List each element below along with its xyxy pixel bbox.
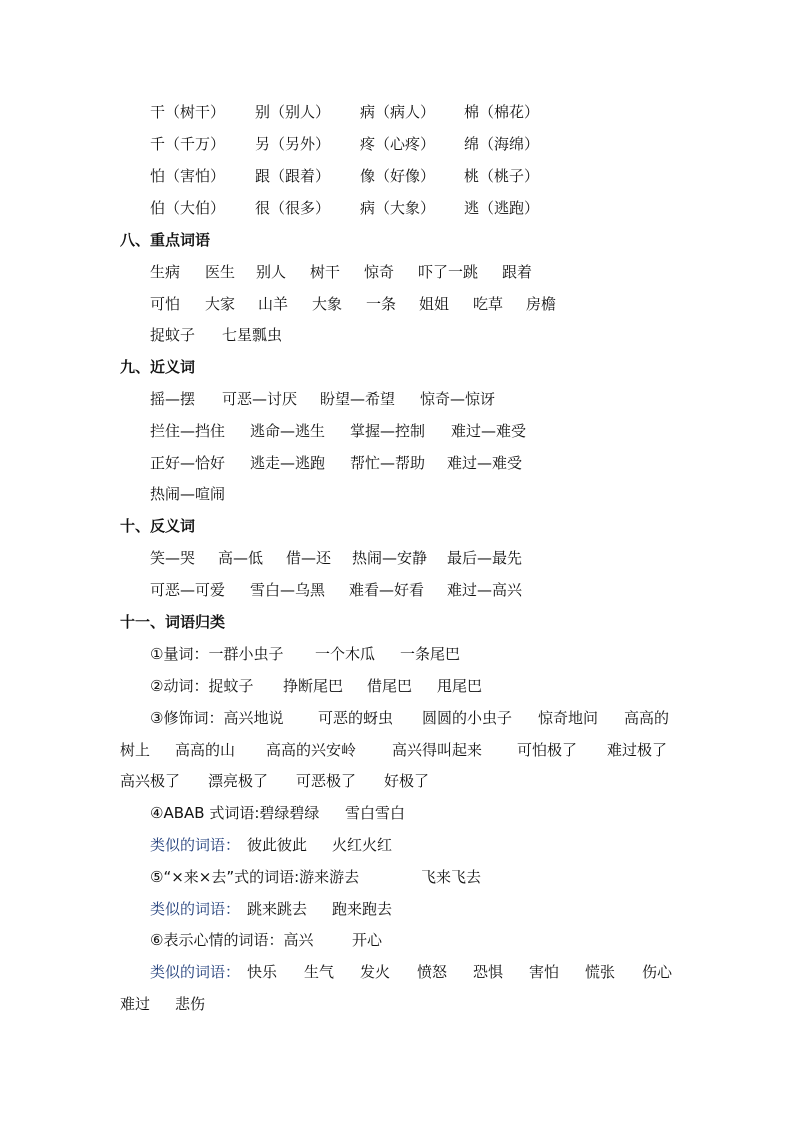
section-title: 十、反义词 (120, 517, 196, 535)
word: 七星瓢虫 (222, 326, 283, 344)
word-pair: 难过—难受 (447, 454, 523, 472)
word: 可怕极了 (517, 741, 578, 759)
word-pair: 惊奇—惊讶 (420, 390, 496, 408)
word: 飞来飞去 (421, 868, 482, 886)
category-text: ①量词：一群小虫子 (150, 645, 284, 663)
char-pair: 别（别人） (255, 103, 331, 121)
word-pair: 热闹—安静 (352, 549, 428, 567)
section-title: 九、近义词 (120, 358, 196, 376)
word: 跟着 (502, 263, 533, 281)
word: 发火 (360, 963, 391, 981)
char-pair: 伯（大伯） (150, 199, 226, 217)
word: 大家 (205, 295, 236, 313)
word: 高高的兴安岭 (266, 741, 357, 759)
word-pair: 逃命—逃生 (250, 422, 326, 440)
word-pair: 拦住—挡住 (150, 422, 226, 440)
char-pair: 像（好像） (360, 167, 436, 185)
word: 高兴极了 (120, 772, 181, 790)
word: 借尾巴 (367, 677, 413, 695)
char-pair: 干（树干） (150, 103, 226, 121)
char-pair: 绵（海绵） (464, 135, 540, 153)
word: 树上 (120, 741, 151, 759)
char-pair: 另（另外） (255, 135, 331, 153)
word-pair: 难看—好看 (349, 581, 425, 599)
word: 别人 (256, 263, 287, 281)
word-pair: 高—低 (218, 549, 264, 567)
word: 难过极了 (607, 741, 668, 759)
word: 害怕 (529, 963, 560, 981)
word: 开心 (352, 931, 383, 949)
word-pair: 热闹—喧闹 (150, 485, 226, 503)
word: 甩尾巴 (437, 677, 483, 695)
char-pair: 逃（逃跑） (464, 199, 540, 217)
word: 愤怒 (417, 963, 448, 981)
word: 生病 (150, 263, 181, 281)
word: 房檐 (526, 295, 557, 313)
word-pair: 掌握—控制 (350, 422, 426, 440)
word: 彼此彼此 (247, 836, 308, 854)
word: 跑来跑去 (332, 900, 393, 918)
word: 高高的山 (175, 741, 236, 759)
char-pair: 怕（害怕） (150, 167, 226, 185)
word: 山羊 (258, 295, 289, 313)
word: 惊奇地问 (538, 709, 599, 727)
word: 可恶的蚜虫 (318, 709, 394, 727)
char-pair: 很（很多） (255, 199, 331, 217)
word: 可怕 (150, 295, 181, 313)
word: 高高的 (624, 709, 670, 727)
word-pair: 雪白—乌黑 (250, 581, 326, 599)
char-pair: 跟（跟着） (255, 167, 331, 185)
word: 挣断尾巴 (283, 677, 344, 695)
word: 圆圆的小虫子 (422, 709, 513, 727)
word-pair: 正好—恰好 (150, 454, 226, 472)
word: 吃草 (473, 295, 504, 313)
word: 生气 (304, 963, 335, 981)
similar-label: 类似的词语： (150, 900, 241, 918)
category-text: ⑥表示心情的词语：高兴 (150, 931, 314, 949)
word: 悲伤 (175, 995, 206, 1013)
word: 漂亮极了 (208, 772, 269, 790)
word-pair: 难过—高兴 (447, 581, 523, 599)
char-pair: 桃（桃子） (464, 167, 540, 185)
word-pair: 笑—哭 (150, 549, 196, 567)
word: 火红火红 (332, 836, 393, 854)
category-text: ③修饰词：高兴地说 (150, 709, 284, 727)
word: 伤心 (642, 963, 673, 981)
word-pair: 借—还 (286, 549, 332, 567)
word-pair: 可恶—讨厌 (222, 390, 298, 408)
word-pair: 可恶—可爱 (150, 581, 226, 599)
word: 大象 (312, 295, 343, 313)
word: 难过 (120, 995, 151, 1013)
word: 捉蚊子 (150, 326, 196, 344)
word: 医生 (205, 263, 236, 281)
word: 吓了一跳 (418, 263, 479, 281)
word: 一条 (366, 295, 397, 313)
category-text: ④ABAB 式词语:碧绿碧绿 (150, 804, 320, 822)
char-pair: 千（千万） (150, 135, 226, 153)
char-pair: 病（病人） (360, 103, 436, 121)
word: 姐姐 (419, 295, 450, 313)
word-pair: 逃走—逃跑 (250, 454, 326, 472)
char-pair: 疼（心疼） (360, 135, 436, 153)
word: 可恶极了 (296, 772, 357, 790)
word-pair: 帮忙—帮助 (350, 454, 426, 472)
word: 快乐 (247, 963, 278, 981)
word-pair: 难过—难受 (451, 422, 527, 440)
word: 树干 (310, 263, 341, 281)
char-pair: 病（大象） (360, 199, 436, 217)
char-pair: 棉（棉花） (464, 103, 540, 121)
word-pair: 摇—摆 (150, 390, 196, 408)
word-pair: 盼望—希望 (320, 390, 396, 408)
word: 一条尾巴 (400, 645, 461, 663)
word: 好极了 (384, 772, 430, 790)
section-title: 十一、词语归类 (120, 613, 226, 631)
word: 高兴得叫起来 (392, 741, 483, 759)
category-text: ②动词：捉蚊子 (150, 677, 254, 695)
category-text: ⑤“×来×去”式的词语:游来游去 (150, 868, 360, 886)
word-pair: 最后—最先 (447, 549, 523, 567)
word: 跳来跳去 (247, 900, 308, 918)
word: 惊奇 (364, 263, 395, 281)
word: 雪白雪白 (345, 804, 406, 822)
word: 一个木瓜 (315, 645, 376, 663)
similar-label: 类似的词语： (150, 836, 241, 854)
word: 恐惧 (473, 963, 504, 981)
word: 慌张 (585, 963, 616, 981)
similar-label: 类似的词语： (150, 963, 241, 981)
section-title: 八、重点词语 (120, 231, 211, 249)
